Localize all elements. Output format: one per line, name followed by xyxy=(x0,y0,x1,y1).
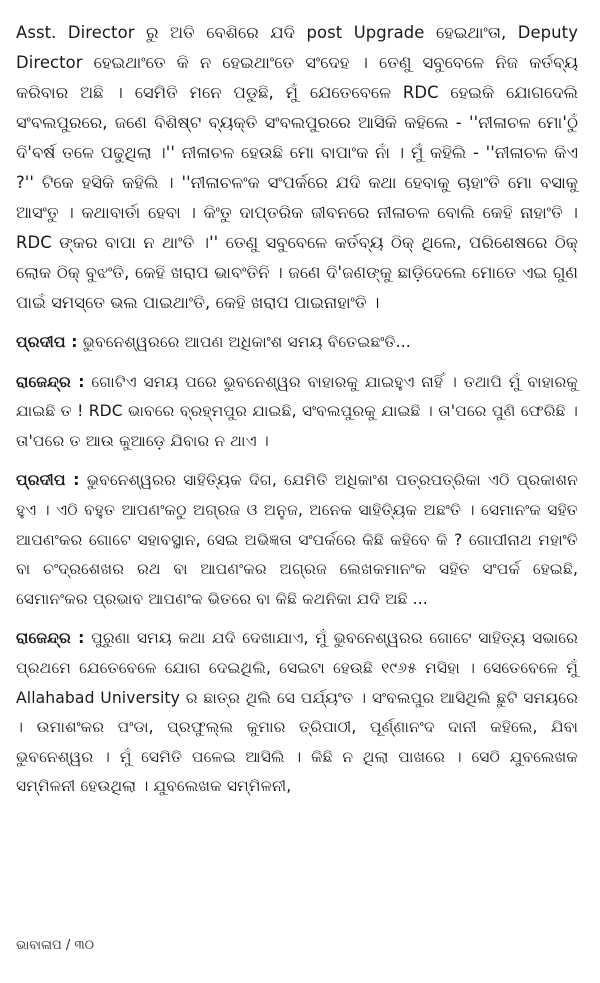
dialogue-text: ଭୁବନେଶ୍ୱରରେ ଆପଣ ଅଧିକାଂଶ ସମୟ ବିତେଇଛଂତି... xyxy=(77,333,411,351)
dialogue-text: ପୁରୁଣା ସମୟ କଥା ଯଦି ଦେଖାଯାଏ, ମୁଁ ଭୁବନେଶ୍ୱରର ଗୋଟେ ସାହିତ୍ୟ ସଭାରେ ପ୍ରଥମେ ଯେତେବେଳେ ଯୋଗ ଦେଇଥିଲି, ସେଇଟା ହେଉଛି ୧୯୬୫ ମସିହା । ସେତେବେଳେ ମୁଁ Allahabad University ର ଛାତ୍ର ଥିଲି ସେ ପର୍ଯ୍ୟଂତ । ସଂବଲପୁର ଆସିଥିଲି ଛୁଟି ସମୟରେ । ଉମାଶଂକର ପଂଡା, ପ୍ରଫୁଲ୍ଲ କୁମାର ତ୍ରିପାଠୀ, ପୂର୍ଣ୍ଣାନଂଦ ଦାନୀ କହିଲେ, ଯିବା ଭୁବନେଶ୍ୱର । ମୁଁ ସେମିତି ପଳେଇ ଆସିଲି । କିଛି ନ ଥିଲା ପାଖରେ । ସେଠି ଯୁବଲେଖକ ସମ୍ମିଳନୀ ହେଉଥିଲା । ଯୁବଲେଖକ ସମ୍ମିଳନୀ, xyxy=(16,629,579,796)
speaker-name: ପ୍ରଦୀପ : xyxy=(16,333,78,351)
dialogue-entry-pradeep-2 xyxy=(16,466,578,614)
speaker-name: ପ୍ରଦୀପ : xyxy=(16,471,80,490)
dialogue-text: ଭୁବନେଶ୍ୱରର ସାହିତ୍ୟିକ ଦିଗ, ଯେମିତି ଅଧିକାଂଶ ପତ୍ରପତ୍ରିକା ଏଠି ପ୍ରକାଶନ ହୁଏ । ଏଠି ବହୁତ ଆପଣଂକଠୁ ଅଗ୍ରଜ ଓ ଅନୁଜ, ଅନେକ ସାହିତ୍ୟିକ ଅଛଂତି । ସେମାନଂକ ସହିତ ଆପଣଂକର ଗୋଟେ ସହାବସ୍ଥାନ, ସେଇ ଅଭିଜ୍ଞତା ସଂପର୍କରେ କିଛି କହିବେ କି ? ଗୋପୀନାଥ ମହାଂତି ବା ଚଂଦ୍ରଶେଖର ରଥ ବା ଆପଣଂକର ଅଗ୍ରଜ ଲେଖକମାନଂକ ସହିତ ସଂପର୍କ ହେଇଛି, ସେମାନଂକର ପ୍ରଭାବ ଆପଣଂକ ଭିତରେ ବା କିଛି କଥନିକା ଯଦି ଅଛି ... xyxy=(16,471,578,608)
intro-paragraph: Asst. Director ରୁ ଅତି ବେଶିରେ ଯଦି post Upgrade ହେଇଥାଂତା, Deputy Director ହେଇଥାଂତେ କି ନ ହେଇଥାଂତେ ସଂଦେହ । ତେଣୁ ସବୁବେଳେ ନିଜ କର୍ତବ୍ୟ କରିବାର ଅଛି । ସେମିତି ମନେ ପଡୁଛି, ମୁଁ ଯେତେବେଳେ RDC ହେଇକି ଯୋଗଦେଲି ସଂବଲପୁରରେ, ଜଣେ ବିଶିଷ୍ଟ ବ୍ୟକ୍ତି ସଂବଲପୁରରେ ଆସିକି କହିଲେ - ''ନୀଳାଚଳ ମୋ'ଠୁଁ ଦି'ବର୍ଷ ତଳେ ପଢୁଥିଲା ।'' ନୀଳାଚଳ ହେଉଛି ମୋ ବାପାଂକ ନାଁ । ମୁଁ କହିଲି - ''ନୀଳାଚଳ କିଏ ?'' ଟିକେ ହସିକି କହିଲି । ''ନୀଳାଚଳଂକ ସଂପର୍କରେ ଯଦି କଥା ହେବାକୁ ଚାହାଂତି ମୋ ବସାକୁ ଆସଂତୁ । କଥାବାର୍ତା ହେବା । କିଂତୁ ଦାପ୍ତରିକ ଜୀବନରେ ନୀଳାଚଳ ବୋଲି କେହି ନାହାଂତି । RDC ଙ୍କର ବାପା ନ ଥାଂତି ।'' ତେଣୁ ସବୁବେଳେ କର୍ତବ୍ୟ ଠିକ୍ ଥିଲେ, ପରିଶେଷରେ ଠିକ୍ ଲୋକ ଠିକ୍ ବୁଝଂତି, କେହି ଖରାପ ଭାବଂତିନି । ଜଣେ ଦି'ଜଣଙ୍କୁ ଛାଡ଼ିଦେଲେ ମୋତେ ଏଇ ଗୁଣ ପାଇଁ ସମସ୍ତେ ଭଲ ପାଇଥାଂତି, କେହି ଖରାପ ପାଇନାହାଂତି । xyxy=(16,23,578,312)
speaker-name: ରାଜେନ୍ଦ୍ର : xyxy=(16,629,85,648)
dialogue-entry-rajendra-1 xyxy=(16,368,578,457)
dialogue-entry-pradeep-1 xyxy=(16,328,578,358)
dialogue-entry-rajendra-2 xyxy=(16,624,578,802)
speaker-name: ରାଜେନ୍ଦ୍ର : xyxy=(16,372,85,391)
dialogue-text: ଗୋଟିଏ ସମୟ ପରେ ଭୁବନେଶ୍ୱର ବାହାରକୁ ଯାଇହୁଏ ନାହିଁ । ତଥାପି ମୁଁ ବାହାରକୁ ଯାଇଛି ତ ! RDC ଭାବରେ ବ୍ରହ୍ମପୁର ଯାଇଛି, ସଂବଲପୁରକୁ ଯାଇଛି । ତା'ପରେ ପୁଣି ଫେରିଛି । ତା'ପରେ ତ ଆଉ କୁଆଡ଼େ ଯିବାର ନ ଥାଏ । xyxy=(16,372,578,450)
page-footer: ଭାବାଳାପ / ୩୦ xyxy=(16,938,95,953)
